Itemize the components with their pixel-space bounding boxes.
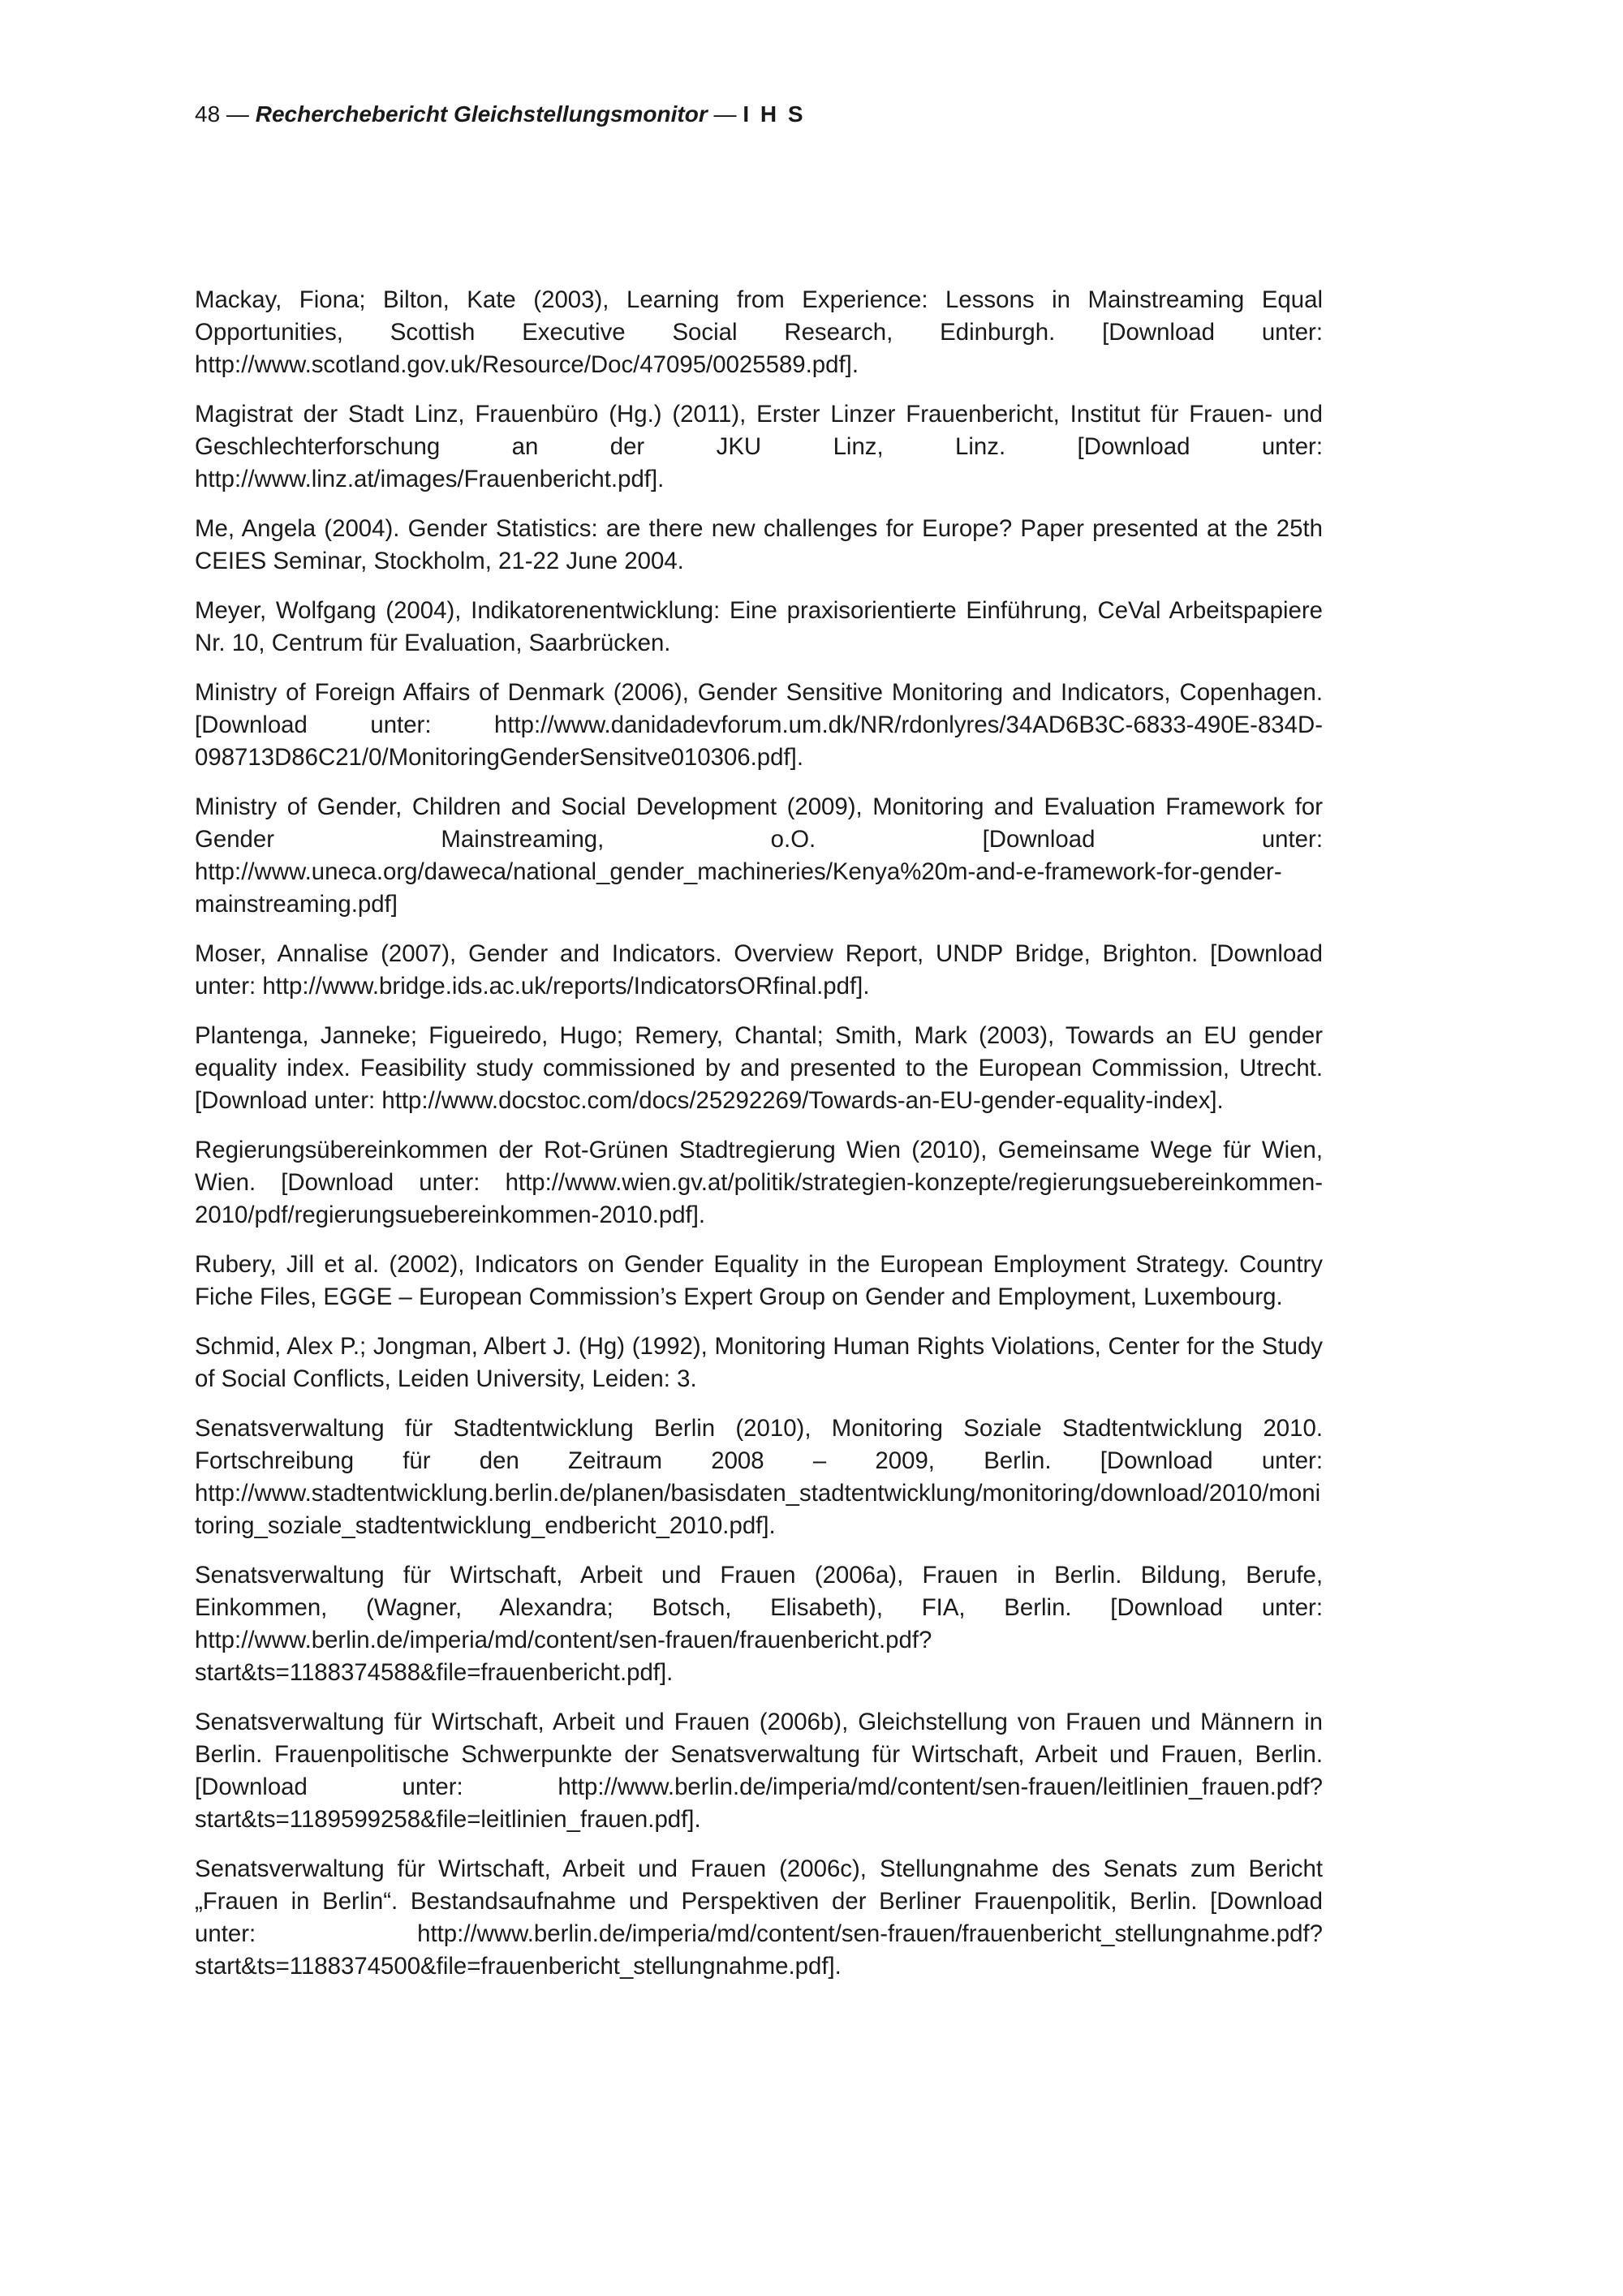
reference-entry-meyer: Meyer, Wolfgang (2004), Indikatorenentwicklung: Eine praxisorientierte Einführung, CeVal Arbeitspapiere Nr. 10, Centrum für Evaluation, Saarbrücken. [195,597,1323,656]
reference-entry-senat-frauen-2006a: Senatsverwaltung für Wirtschaft, Arbeit und Frauen (2006a), Frauen in Berlin. Bildung, Berufe, Einkommen, (Wagner, Alexandra; Botsch, Elisabeth), FIA, Berlin. [Download unter: http://www.berlin.de/imperia/md/content/sen-frauen/frauenbericht.pdf?start&ts=1188374588&file=frauenbericht.pdf]. [195,1562,1323,1686]
reference-entry-plantenga: Plantenga, Janneke; Figueiredo, Hugo; Remery, Chantal; Smith, Mark (2003), Towards an EU gender equality index. Feasibility study commissioned by and presented to the European Commission, Utrecht. [Download unter: http://www.docstoc.com/docs/25292269/Towards-an-EU-gender-equality-index]. [195,1022,1323,1114]
running-header [195,99,806,130]
reference-entry-schmid: Schmid, Alex P.; Jongman, Albert J. (Hg) (1992), Monitoring Human Rights Violations, Center for the Study of Social Conflicts, Leiden University, Leiden: 3. [195,1333,1323,1392]
reference-entry-magistrat-linz: Magistrat der Stadt Linz, Frauenbüro (Hg.) (2011), Erster Linzer Frauenbericht, Institut für Frauen- und Geschlechterforschung an der JKU Linz, Linz. [Download unter: http://www.linz.at/images/Frauenbericht.pdf]. [195,401,1323,492]
reference-entry-me: Me, Angela (2004). Gender Statistics: are there new challenges for Europe? Paper presented at the 25th CEIES Seminar, Stockholm, 21-22 June 2004. [195,515,1323,574]
header-separator: — [220,101,256,127]
reference-entry-regierungsuebereinkommen: Regierungsübereinkommen der Rot-Grünen Stadtregierung Wien (2010), Gemeinsame Wege für Wien, Wien. [Download unter: http://www.wien.gv.at/politik/strategien-konzepte/regierungsuebereinkommen-2010/pdf/regierungsuebereinkommen-2010.pdf]. [195,1137,1323,1228]
header-separator: — [707,101,743,127]
reference-entry-ministry-denmark: Ministry of Foreign Affairs of Denmark (2006), Gender Sensitive Monitoring and Indicators, Copenhagen. [Download unter: http://www.danidadevforum.um.dk/NR/rdonlyres/34AD6B3C-6833-490E-834D-098713D86C21/0/MonitoringGenderSensitve010306.pdf]. [195,679,1323,771]
reference-entry-moser: Moser, Annalise (2007), Gender and Indicators. Overview Report, UNDP Bridge, Brighton. [Download unter: http://www.bridge.ids.ac.uk/reports/IndicatorsORfinal.pdf]. [195,940,1323,1000]
reference-entry-rubery: Rubery, Jill et al. (2002), Indicators on Gender Equality in the European Employment Strategy. Country Fiche Files, EGGE – European Commission’s Expert Group on Gender and Employment, Luxembourg. [195,1251,1323,1310]
reference-entry-senat-stadtentwicklung: Senatsverwaltung für Stadtentwicklung Berlin (2010), Monitoring Soziale Stadtentwicklung 2010. Fortschreibung für den Zeitraum 2008 – 2009, Berlin. [Download unter: http://www.stadtentwicklung.berlin.de/planen/basisdaten_stadtentwicklung/monitoring/download/2010/monitoring_soziale_stadtentwicklung_endbericht_2010.pdf]. [195,1415,1323,1539]
reference-entry-ministry-gender: Ministry of Gender, Children and Social Development (2009), Monitoring and Evaluation Framework for Gender Mainstreaming, o.O. [Download unter: http://www.uneca.org/daweca/national_gender_machineries/Kenya%20m-and-e-framework-for-gender-mainstreaming.pdf] [195,793,1323,918]
institution-name: I H S [743,101,806,127]
reference-entry-mackay: Mackay, Fiona; Bilton, Kate (2003), Learning from Experience: Lessons in Mainstreaming Equal Opportunities, Scottish Executive Social Research, Edinburgh. [Download unter: http://www.scotland.gov.uk/Resource/Doc/47095/0025589.pdf]. [195,286,1323,378]
document-title: Recherchebericht Gleichstellungsmonitor [255,101,708,127]
reference-entry-senat-frauen-2006b: Senatsverwaltung für Wirtschaft, Arbeit und Frauen (2006b), Gleichstellung von Frauen und Männern in Berlin. Frauenpolitische Schwerpunkte der Senatsverwaltung für Wirtschaft, Arbeit und Frauen, Berlin. [Download unter: http://www.berlin.de/imperia/md/content/sen-frauen/leitlinien_frauen.pdf?start&ts=1189599258&file=leitlinien_frauen.pdf]. [195,1709,1323,1833]
page-number: 48 [195,101,221,127]
reference-list [195,284,1323,2000]
reference-entry-senat-frauen-2006c: Senatsverwaltung für Wirtschaft, Arbeit und Frauen (2006c), Stellungnahme des Senats zum Bericht „Frauen in Berlin“. Bestandsaufnahme und Perspektiven der Berliner Frauenpolitik, Berlin. [Download unter: http://www.berlin.de/imperia/md/content/sen-frauen/frauenbericht_stellungnahme.pdf?start&ts=1188374500&file=frauenbericht_stellungnahme.pdf]. [195,1855,1323,1980]
